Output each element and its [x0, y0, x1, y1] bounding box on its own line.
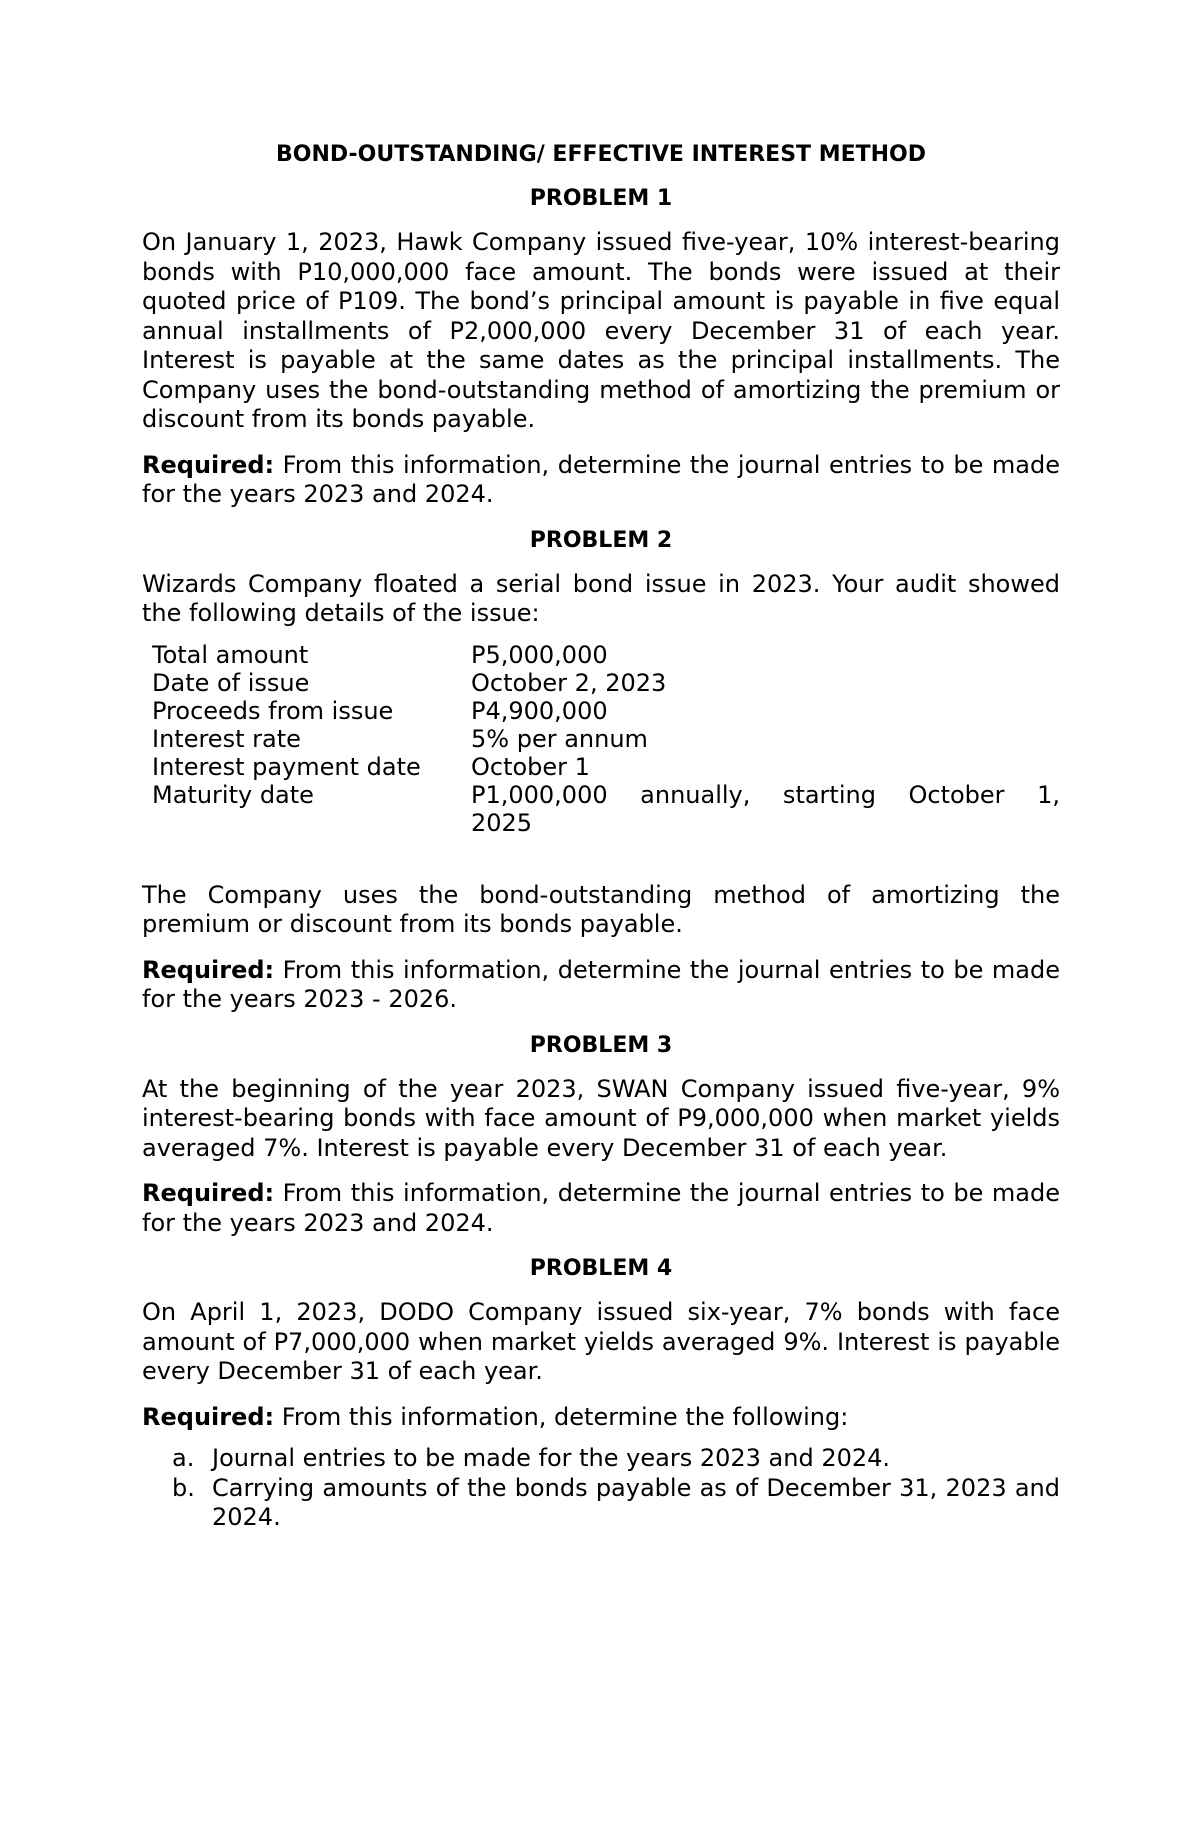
- problem-4-heading: PROBLEM 4: [529, 1256, 673, 1281]
- list-marker: b.: [172, 1473, 195, 1502]
- required-label: Required:: [142, 1402, 275, 1431]
- details-value: October 1: [471, 752, 590, 781]
- required-text: From this information, determine the journal entries to be made for the years 2023 and 2024.: [142, 450, 1060, 508]
- details-row: [152, 697, 1060, 725]
- details-label: Total amount: [152, 640, 309, 669]
- details-value: October 2, 2023: [471, 668, 667, 697]
- details-row: [152, 781, 1060, 837]
- required-label: Required:: [142, 450, 275, 479]
- problem-4-required: [142, 1403, 1060, 1433]
- document-page: [142, 140, 1060, 1533]
- details-value: P4,900,000: [471, 696, 608, 725]
- problem-1-heading: PROBLEM 1: [529, 186, 673, 211]
- details-label: Maturity date: [152, 780, 314, 809]
- details-row: [152, 725, 1060, 753]
- list-item: [142, 1444, 1060, 1474]
- problem-2-intro: Wizards Company floated a serial bond issue in 2023. Your audit showed the following details of the issue:: [142, 569, 1060, 627]
- list-item-text: Journal entries to be made for the years 2023 and 2024.: [212, 1444, 891, 1472]
- details-value: P5,000,000: [471, 640, 608, 669]
- problem-1-body: On January 1, 2023, Hawk Company issued five-year, 10% interest-bearing bonds with P10,000,000 face amount. The bonds were issued at their quoted price of P109. The bond’s principal amount is payable in five equal annual installments of P2,000,000 every December 31 of each year. Interest is payable at the same dates as the principal installments. The Company uses the bond-outstanding method of amortizing the premium or discount from its bonds payable.: [142, 228, 1060, 433]
- required-text: From this information, determine the journal entries to be made for the years 2023 and 2024.: [142, 1179, 1060, 1237]
- list-item-text: Carrying amounts of the bonds payable as of December 31, 2023 and 2024.: [212, 1473, 1060, 1531]
- details-value: P1,000,000 annually, starting October 1, 2025: [471, 780, 1060, 837]
- details-row: [152, 641, 1060, 669]
- problem-3-heading: PROBLEM 3: [529, 1032, 673, 1058]
- problem-1-required: [142, 451, 1060, 510]
- details-label: Date of issue: [152, 668, 310, 697]
- details-row: [152, 753, 1060, 781]
- problem-2-body: The Company uses the bond-outstanding method of amortizing the premium or discount from its bonds payable.: [142, 880, 1060, 938]
- problem-2-required: [142, 956, 1060, 1015]
- requirements-list: [142, 1444, 1060, 1533]
- details-label: Interest rate: [152, 724, 301, 753]
- problem-3-required: [142, 1179, 1060, 1238]
- required-text: From this information, determine the following:: [274, 1402, 849, 1431]
- list-marker: a.: [172, 1444, 195, 1472]
- problem-3-body: At the beginning of the year 2023, SWAN Company issued five-year, 9% interest-bearing bonds with face amount of P9,000,000 when market yields averaged 7%. Interest is payable every December 31 of each year.: [142, 1074, 1060, 1162]
- problem-4-body: On April 1, 2023, DODO Company issued six-year, 7% bonds with face amount of P7,000,000 when market yields averaged 9%. Interest is payable every December 31 of each year.: [142, 1298, 1060, 1385]
- list-item: [142, 1474, 1060, 1533]
- problem-2-heading: PROBLEM 2: [529, 527, 673, 553]
- details-label: Proceeds from issue: [152, 696, 394, 725]
- required-text: From this information, determine the journal entries to be made for the years 2023 - 2026.: [142, 955, 1060, 1013]
- details-row: [152, 669, 1060, 697]
- details-value: 5% per annum: [471, 724, 648, 753]
- bond-details-table: [152, 641, 1060, 837]
- details-label: Interest payment date: [152, 752, 421, 781]
- required-label: Required:: [142, 955, 275, 984]
- required-label: Required:: [142, 1179, 275, 1207]
- document-title: BOND-OUTSTANDING/ EFFECTIVE INTEREST METHOD: [275, 142, 927, 167]
